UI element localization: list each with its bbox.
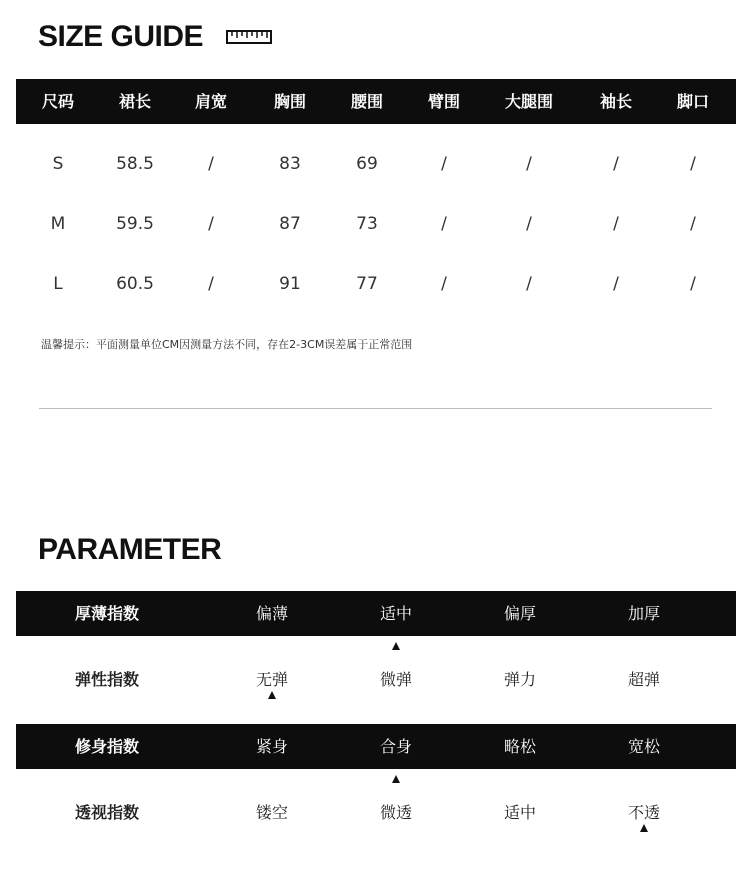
param-row-thickness [16, 591, 736, 636]
cell-shoulder: / [208, 214, 214, 234]
header-sleeve: 袖长 [599, 92, 633, 111]
cell-size: S [52, 154, 64, 174]
header-bust: 胸围 [273, 92, 307, 111]
cell-thigh: / [526, 274, 532, 294]
measurement-note: 温馨提示：平面测量单位CM因测量方法不同，存在2-3CM误差属于正常范围 [41, 338, 413, 351]
cell-waist: 73 [356, 214, 378, 234]
param-option: 紧身 [255, 737, 289, 756]
cell-waist: 77 [356, 274, 378, 294]
cell-arm: / [441, 214, 447, 234]
param-option: 不透 [627, 803, 661, 822]
param-option: 适中 [379, 604, 413, 623]
header-arm: 臂围 [427, 92, 461, 111]
header-size: 尺码 [41, 92, 75, 111]
cell-hem: / [690, 274, 696, 294]
cell-size: L [53, 274, 63, 294]
param-option: 弹力 [503, 670, 537, 689]
header-thigh: 大腿围 [504, 92, 554, 111]
param-option: 偏厚 [503, 604, 537, 623]
cell-bust: 83 [279, 154, 301, 174]
cell-skirt-length: 58.5 [116, 154, 154, 174]
param-row-elasticity [16, 657, 736, 702]
param-option: 微透 [379, 803, 413, 822]
parameter-title: PARAMETER [38, 533, 222, 566]
table-row [16, 209, 736, 239]
param-option: 偏薄 [255, 604, 289, 623]
cell-sleeve: / [613, 154, 619, 174]
header-skirt-length: 裙长 [118, 92, 152, 111]
cell-skirt-length: 59.5 [116, 214, 154, 234]
table-row [16, 269, 736, 299]
selection-marker-icon [392, 642, 400, 650]
param-row-transparency [16, 790, 736, 835]
param-label: 修身指数 [74, 737, 140, 756]
header-hem: 脚口 [676, 92, 710, 111]
cell-waist: 69 [356, 154, 378, 174]
divider [39, 408, 712, 409]
param-option: 加厚 [627, 604, 661, 623]
cell-thigh: / [526, 154, 532, 174]
param-option: 宽松 [627, 737, 661, 756]
size-guide-title: SIZE GUIDE [38, 20, 204, 53]
size-table-header [16, 79, 736, 124]
header-waist: 腰围 [350, 92, 384, 111]
param-label: 弹性指数 [74, 670, 140, 689]
cell-bust: 87 [279, 214, 301, 234]
table-row [16, 149, 736, 179]
cell-bust: 91 [279, 274, 301, 294]
cell-shoulder: / [208, 274, 214, 294]
selection-marker-icon [640, 824, 648, 832]
header-shoulder: 肩宽 [194, 92, 228, 111]
param-row-fit [16, 724, 736, 769]
cell-thigh: / [526, 214, 532, 234]
param-label: 厚薄指数 [74, 604, 140, 623]
cell-arm: / [441, 154, 447, 174]
cell-sleeve: / [613, 214, 619, 234]
param-option: 合身 [379, 737, 413, 756]
cell-hem: / [690, 214, 696, 234]
param-option: 无弹 [255, 670, 289, 689]
param-option: 镂空 [255, 803, 289, 822]
param-option: 适中 [503, 803, 537, 822]
param-option: 略松 [503, 737, 537, 756]
param-label: 透视指数 [74, 803, 140, 822]
param-option: 超弹 [627, 670, 661, 689]
cell-arm: / [441, 274, 447, 294]
cell-shoulder: / [208, 154, 214, 174]
cell-skirt-length: 60.5 [116, 274, 154, 294]
param-option: 微弹 [379, 670, 413, 689]
cell-hem: / [690, 154, 696, 174]
selection-marker-icon [268, 691, 276, 699]
cell-sleeve: / [613, 274, 619, 294]
cell-size: M [50, 214, 66, 234]
ruler-icon [226, 30, 272, 44]
selection-marker-icon [392, 775, 400, 783]
